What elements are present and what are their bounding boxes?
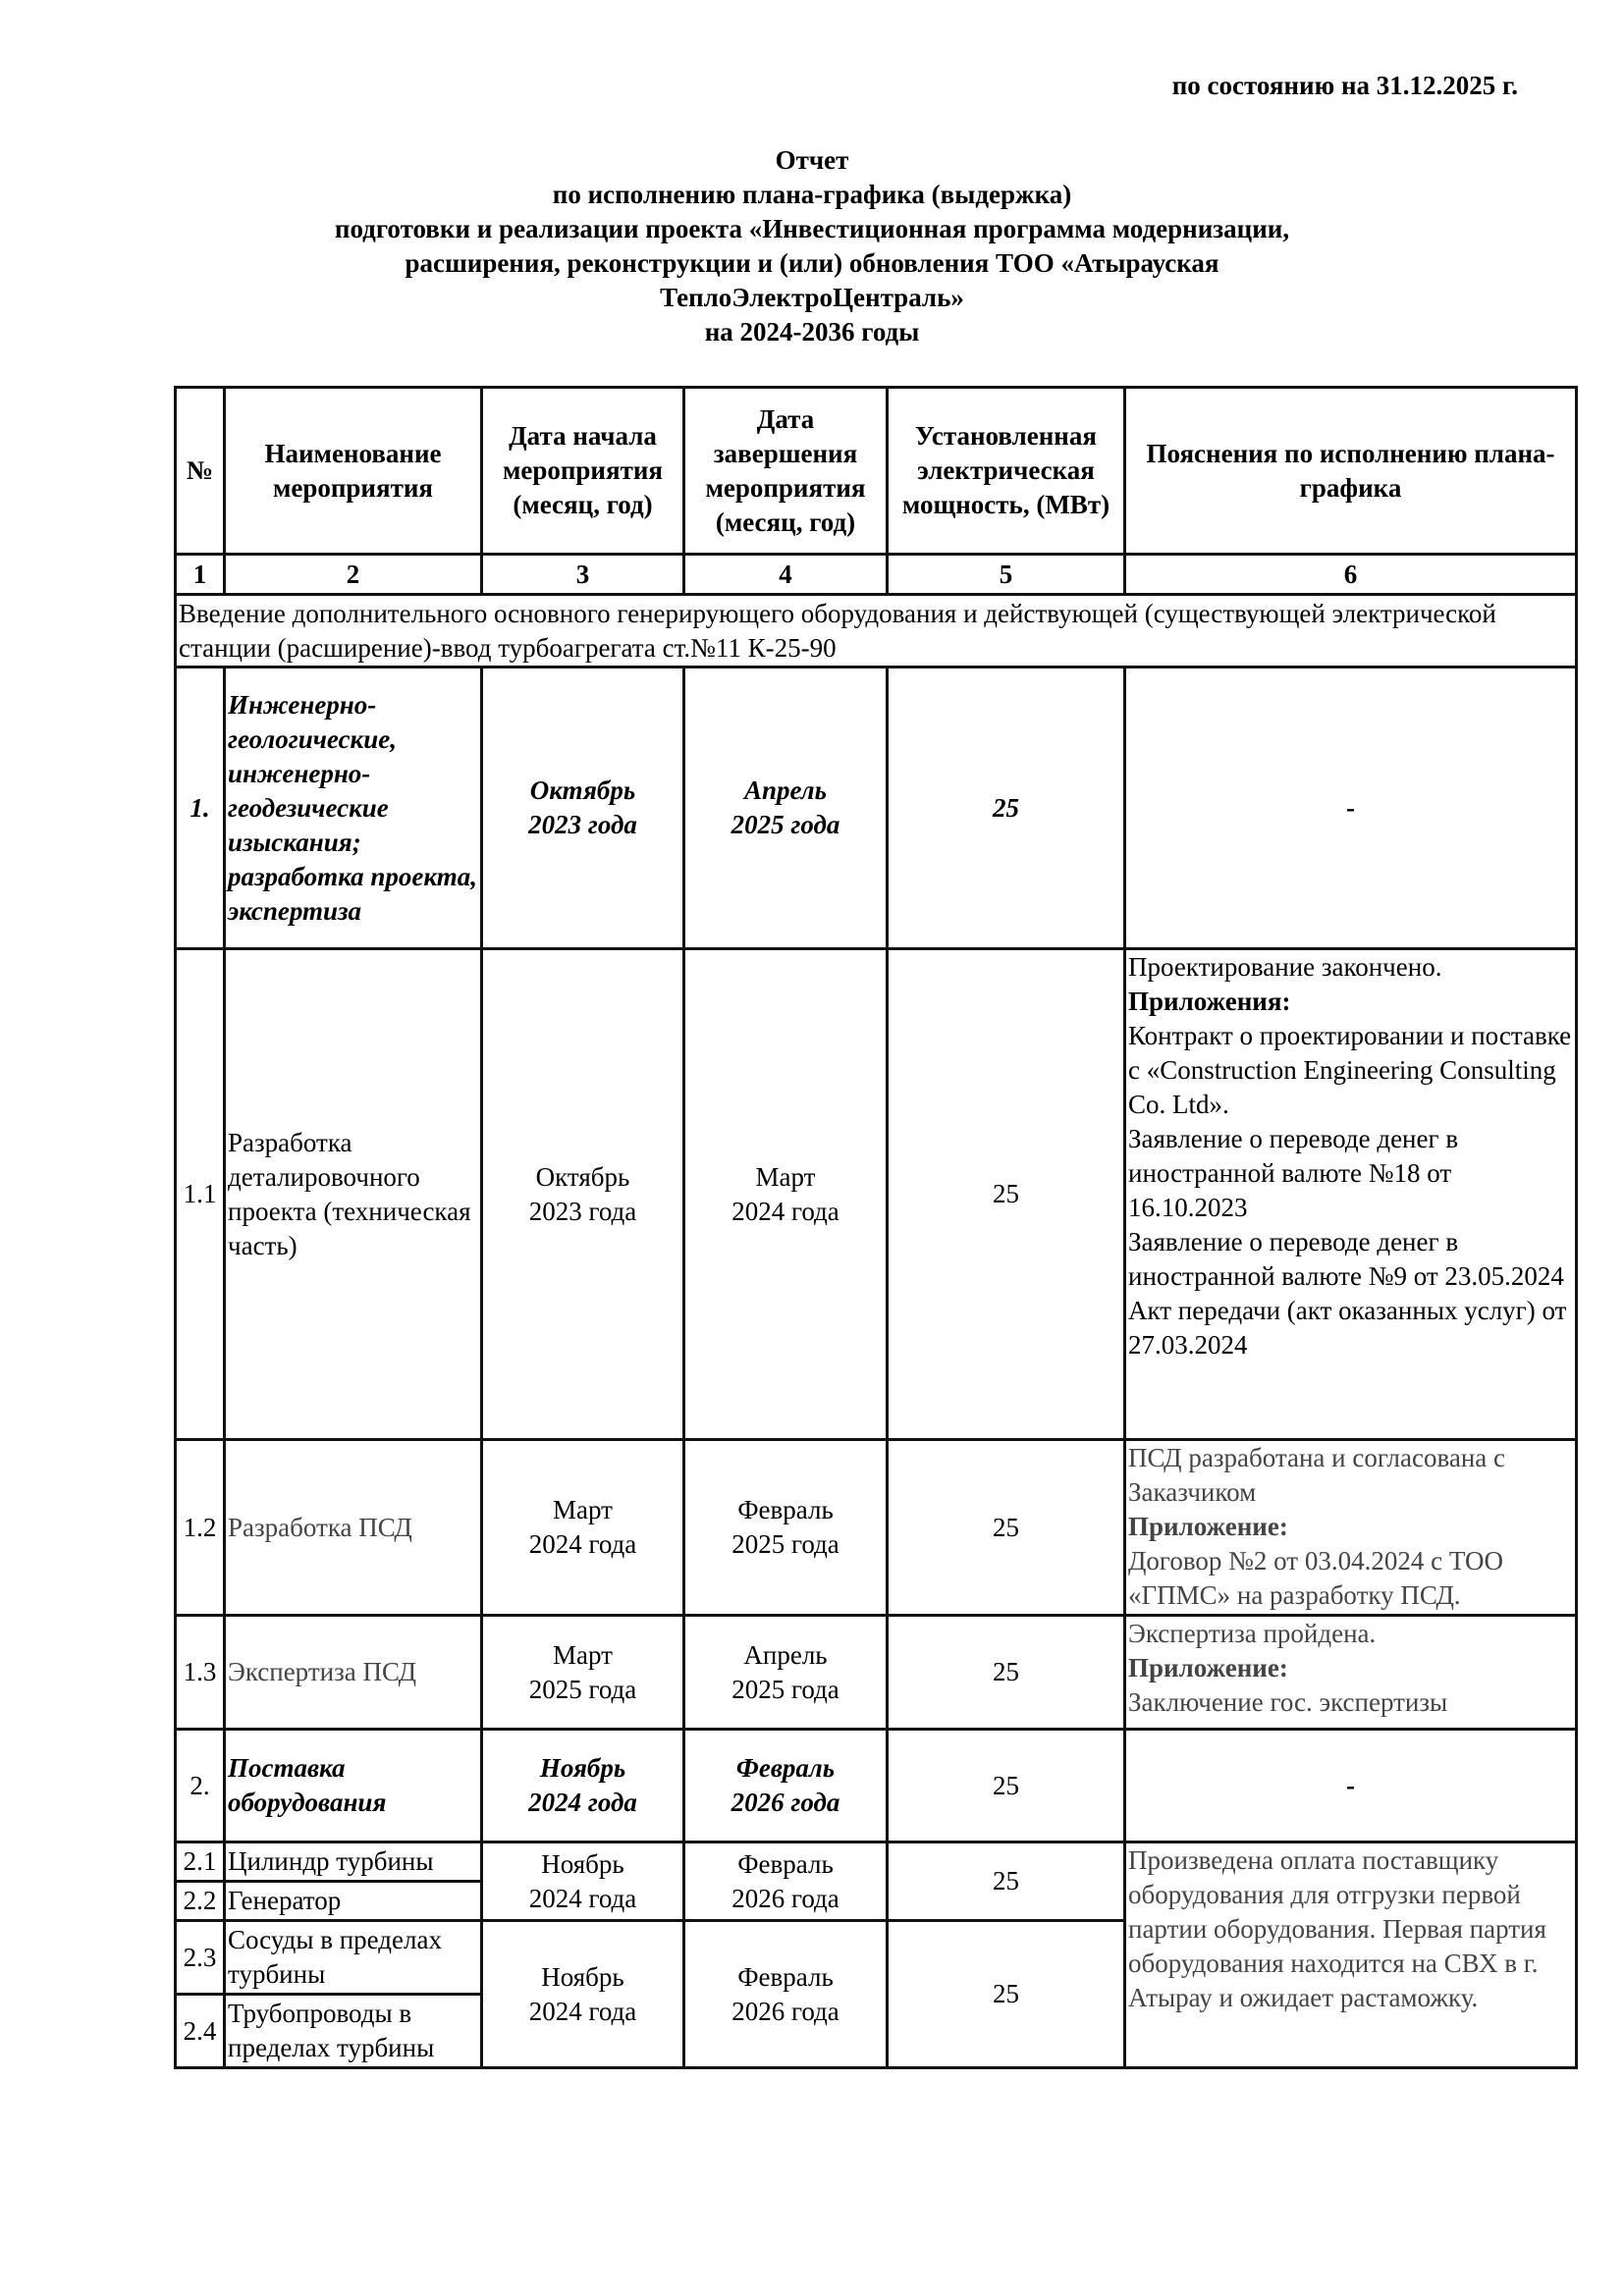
table-row (176, 1730, 1577, 1842)
column-number-row (176, 555, 1577, 595)
row-end-date: Март 2024 года (684, 949, 888, 1440)
row-power: 25 (888, 1842, 1125, 1921)
row-name: Сосуды в пределах турбины (225, 1921, 482, 1995)
table-row (176, 1842, 1577, 1882)
row-number: 1. (176, 667, 225, 949)
section-title-row (176, 595, 1577, 667)
table-row (176, 949, 1577, 1440)
notes-status: Проектирование закончено. (1128, 952, 1442, 982)
row-number: 2.4 (176, 1995, 225, 2068)
section-title: Введение дополнительного основного генерирующего оборудования и действующей (существующей электрической станции (расширение)-ввод турбоагрегата ст.№11 К-25-90 (176, 595, 1577, 667)
schedule-table (174, 386, 1578, 2069)
table-row (176, 667, 1577, 949)
notes-attachment: Контракт о проектировании и поставке с «Construction Engineering Consulting Co. Ltd». (1128, 1021, 1572, 1119)
row-start-date: Октябрь 2023 года (482, 949, 684, 1440)
row-number: 1.1 (176, 949, 225, 1440)
row-name: Разработка ПСД (225, 1440, 482, 1616)
notes-attachment: Акт передачи (акт оказанных услуг) от 27.03.2024 (1128, 1296, 1567, 1360)
row-power: 25 (888, 1440, 1125, 1616)
column-header-start-date: Дата начала мероприятия (месяц, год) (482, 388, 684, 555)
row-number: 2.2 (176, 1882, 225, 1921)
row-name: Трубопроводы в пределах турбины (225, 1995, 482, 2068)
column-number: 1 (176, 555, 225, 595)
table-row (176, 1616, 1577, 1730)
row-number: 1.2 (176, 1440, 225, 1616)
row-notes (1125, 1616, 1577, 1730)
column-number: 2 (225, 555, 482, 595)
notes-status: Экспертиза пройдена. (1128, 1619, 1377, 1648)
row-number: 2.1 (176, 1842, 225, 1882)
row-notes (1125, 1440, 1577, 1616)
table-header-row (176, 388, 1577, 555)
notes-attachments-label: Приложение: (1128, 1653, 1288, 1682)
notes-attachment: Заключение гос. экспертизы (1128, 1687, 1448, 1717)
column-number: 4 (684, 555, 888, 595)
column-header-number: № (176, 388, 225, 555)
row-start-date: Ноябрь 2024 года (482, 1842, 684, 1921)
row-name: Цилиндр турбины (225, 1842, 482, 1882)
report-title (0, 143, 1624, 349)
notes-attachment: Договор №2 от 03.04.2024 с ТОО «ГПМС» на разработку ПСД. (1128, 1546, 1503, 1610)
title-line: Отчет (775, 145, 849, 175)
row-notes (1125, 949, 1577, 1440)
column-header-power: Установленная электрическая мощность, (МВт) (888, 388, 1125, 555)
row-end-date: Февраль 2026 года (684, 1921, 888, 2068)
row-start-date: Март 2025 года (482, 1616, 684, 1730)
row-name: Инженерно-геологические, инженерно-геодезические изыскания; разработка проекта, экспертиза (225, 667, 482, 949)
row-start-date: Ноябрь 2024 года (482, 1921, 684, 2068)
row-name: Экспертиза ПСД (225, 1616, 482, 1730)
row-power: 25 (888, 949, 1125, 1440)
column-header-name: Наименование мероприятия (225, 388, 482, 555)
row-end-date: Февраль 2025 года (684, 1440, 888, 1616)
notes-attachment: Заявление о переводе денег в иностранной валюте №18 от 16.10.2023 (1128, 1124, 1459, 1222)
row-start-date: Ноябрь 2024 года (482, 1730, 684, 1842)
row-notes: Произведена оплата поставщику оборудования для отгрузки первой партии оборудования. Первая партия оборудования находится на СВХ в г. Атырау и ожидает растаможку. (1125, 1842, 1577, 2068)
column-header-notes: Пояснения по исполнению плана-графика (1125, 388, 1577, 555)
column-number: 6 (1125, 555, 1577, 595)
title-line: расширения, реконструкции и (или) обновления ТОО «Атырауская (405, 248, 1219, 278)
row-power: 25 (888, 667, 1125, 949)
row-end-date: Февраль 2026 года (684, 1730, 888, 1842)
row-end-date: Апрель 2025 года (684, 667, 888, 949)
row-number: 2. (176, 1730, 225, 1842)
row-number: 1.3 (176, 1616, 225, 1730)
row-notes: - (1125, 667, 1577, 949)
row-end-date: Февраль 2026 года (684, 1842, 888, 1921)
title-line: ТеплоЭлектроЦентраль» (660, 283, 964, 312)
title-line: подготовки и реализации проекта «Инвестиционная программа модернизации, (334, 214, 1290, 243)
column-number: 5 (888, 555, 1125, 595)
notes-status: ПСД разработана и согласована с Заказчиком (1128, 1443, 1506, 1507)
title-line: по исполнению плана-графика (выдержка) (552, 180, 1072, 209)
table-row (176, 1440, 1577, 1616)
column-number: 3 (482, 555, 684, 595)
row-end-date: Апрель 2025 года (684, 1616, 888, 1730)
row-name: Генератор (225, 1882, 482, 1921)
row-start-date: Октябрь 2023 года (482, 667, 684, 949)
row-power: 25 (888, 1616, 1125, 1730)
row-number: 2.3 (176, 1921, 225, 1995)
row-notes: - (1125, 1730, 1577, 1842)
row-name: Поставка оборудования (225, 1730, 482, 1842)
row-start-date: Март 2024 года (482, 1440, 684, 1616)
title-line: на 2024-2036 годы (704, 317, 920, 347)
notes-attachment: Заявление о переводе денег в иностранной валюте №9 от 23.05.2024 (1128, 1227, 1564, 1291)
report-as-of-date: по состоянию на 31.12.2025 г. (1171, 71, 1518, 100)
row-power: 25 (888, 1921, 1125, 2068)
column-header-end-date: Дата завершения мероприятия (месяц, год) (684, 388, 888, 555)
notes-attachments-label: Приложение: (1128, 1512, 1288, 1541)
row-power: 25 (888, 1730, 1125, 1842)
row-name: Разработка деталировочного проекта (техническая часть) (225, 949, 482, 1440)
notes-attachments-label: Приложения: (1128, 987, 1291, 1016)
